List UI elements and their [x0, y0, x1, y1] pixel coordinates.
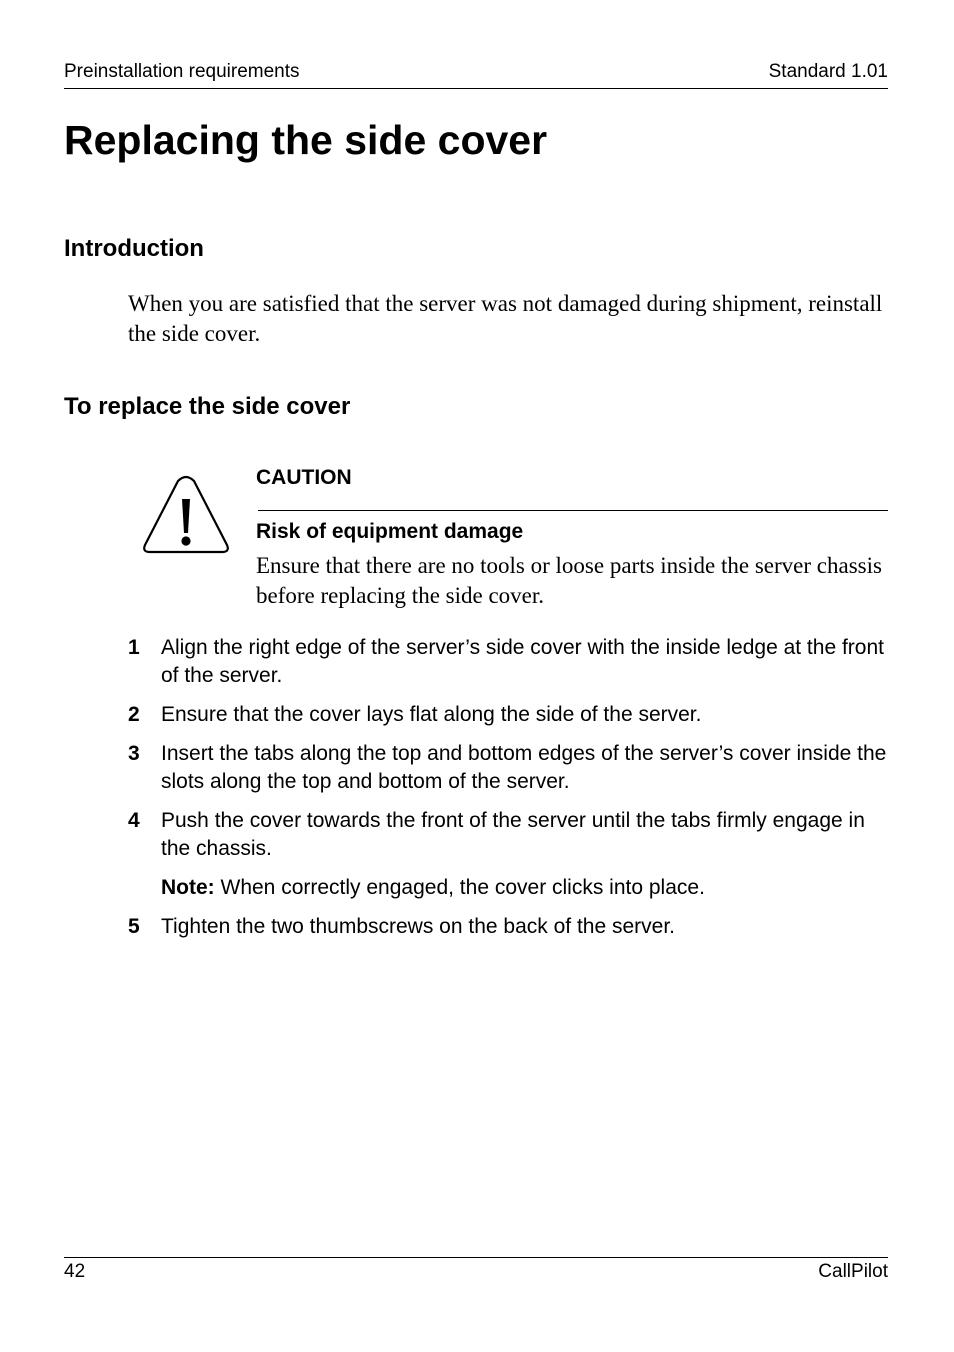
- page-title: Replacing the side cover: [64, 117, 548, 163]
- step-item: [128, 634, 888, 690]
- step-number: 2: [128, 703, 140, 726]
- step-item: [128, 740, 888, 796]
- step-item: [128, 913, 888, 941]
- step-text: Align the right edge of the server’s side cover with the inside ledge at the front of the server.: [161, 636, 884, 687]
- step-item: [128, 701, 888, 729]
- step-number: 5: [128, 915, 140, 938]
- header-rule: [64, 88, 888, 89]
- step-text: Ensure that the cover lays flat along the side of the server.: [161, 703, 702, 726]
- step-number: 1: [128, 636, 140, 659]
- procedure-steps: [128, 634, 888, 952]
- step-text: Push the cover towards the front of the server until the tabs firmly engage in the chassis.: [161, 809, 865, 860]
- note-label: Note:: [161, 876, 215, 899]
- footer-product: CallPilot: [818, 1261, 888, 1282]
- header-version: Standard 1.01: [768, 61, 888, 82]
- caution-subtitle: Risk of equipment damage: [256, 520, 524, 543]
- footer-rule: [64, 1257, 888, 1258]
- caution-label: CAUTION: [256, 466, 352, 489]
- note-text: When correctly engaged, the cover clicks into place.: [214, 876, 705, 899]
- caution-divider: [258, 510, 888, 511]
- warning-triangle-icon: [142, 475, 230, 555]
- step-number: 4: [128, 809, 140, 832]
- step-text: Insert the tabs along the top and bottom edges of the server’s cover inside the slots along the top and bottom of the server.: [161, 742, 887, 793]
- introduction-text: When you are satisfied that the server was not damaged during shipment, reinstall the side cover.: [128, 291, 883, 346]
- step-number: 3: [128, 742, 140, 765]
- page-number: 42: [64, 1261, 86, 1282]
- step-note: [128, 874, 888, 902]
- procedure-heading: To replace the side cover: [64, 393, 351, 420]
- step-text: Tighten the two thumbscrews on the back of the server.: [161, 915, 675, 938]
- introduction-heading: Introduction: [64, 235, 204, 262]
- step-item: [128, 807, 888, 863]
- caution-text: Ensure that there are no tools or loose parts inside the server chassis before replacing the side cover.: [256, 553, 882, 608]
- header-section-title: Preinstallation requirements: [64, 61, 300, 82]
